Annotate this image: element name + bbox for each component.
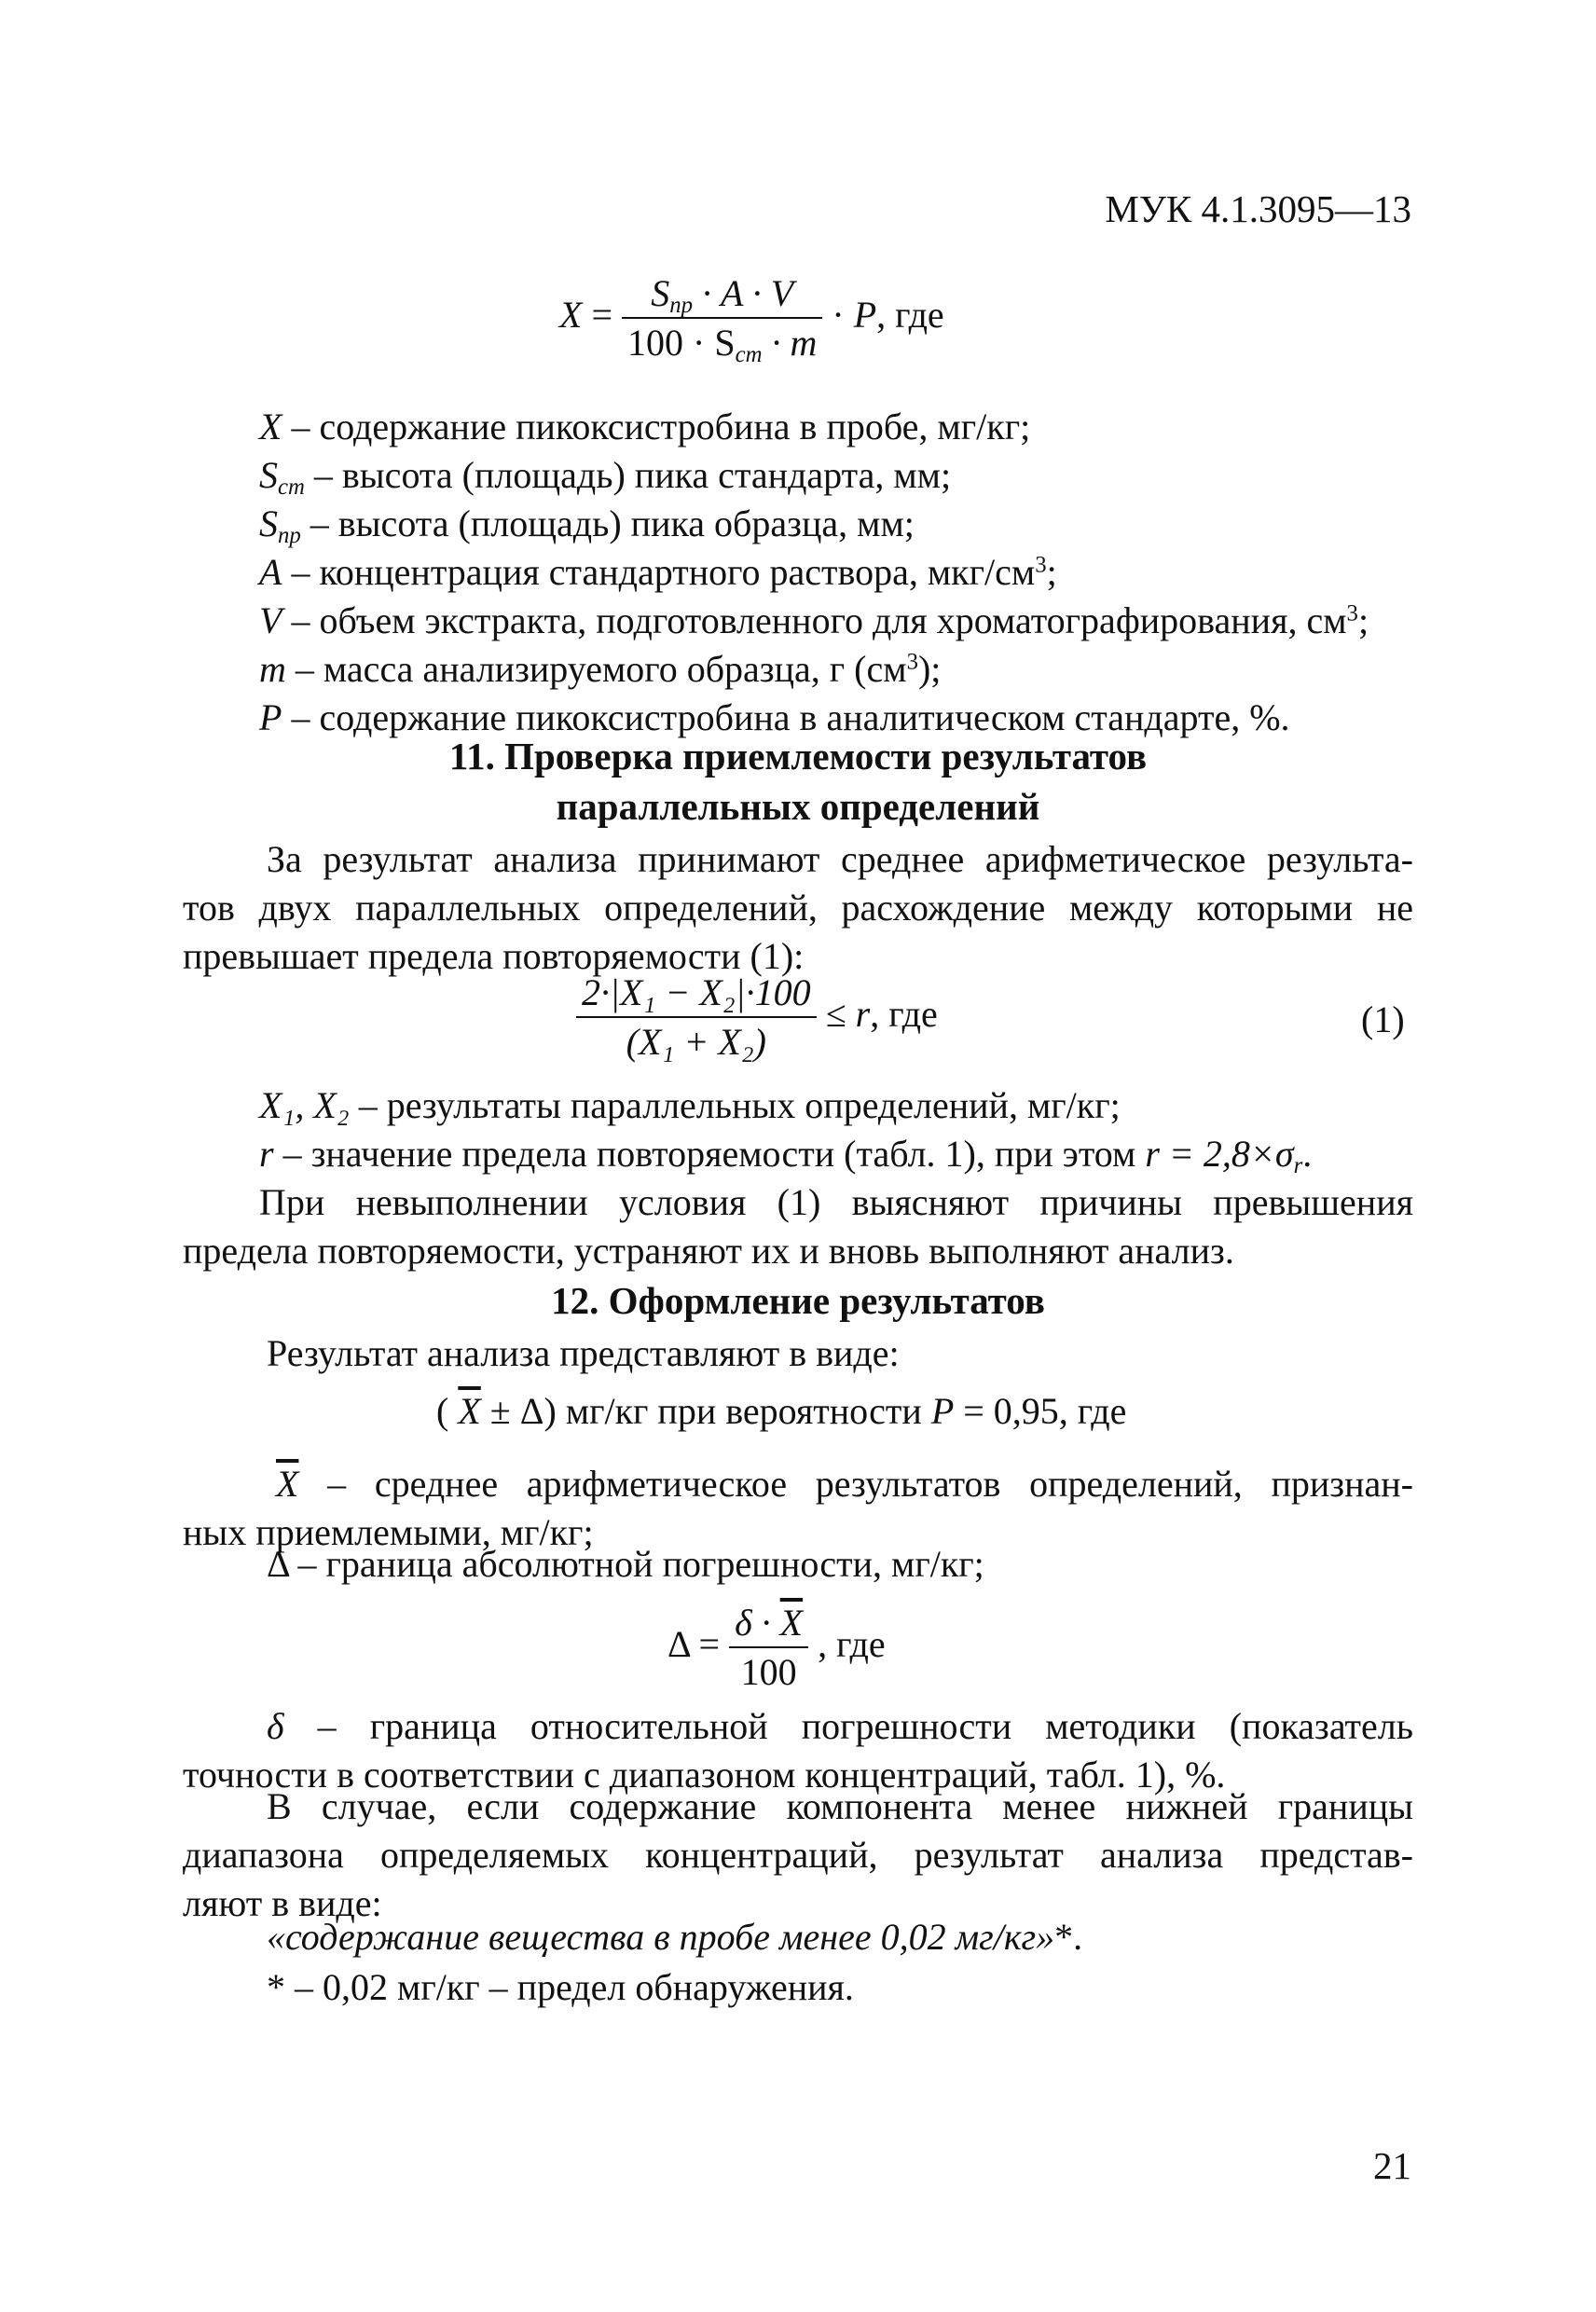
delta-formula — [667, 1600, 886, 1697]
xbar-line1: $\overline{X}$ – среднее арифметическое результатов определений, признан- — [276, 1463, 1413, 1505]
formula-main — [559, 270, 944, 367]
definition-s-st: $S_{ст}$ – высота (площадь) пика стандарта, мм; — [259, 454, 952, 500]
num-s: S — [651, 272, 670, 314]
formula-eq: = — [591, 294, 612, 337]
case-paragraph — [183, 1782, 1413, 1928]
section-12-title: 12. Оформление результатов — [551, 1279, 1045, 1322]
section-11-title-line1: 11. Проверка приемлемости результатов — [448, 735, 1148, 778]
den-s-sub: ст — [735, 341, 763, 367]
section-12-intro: Результат анализа представляют в виде: — [267, 1332, 900, 1374]
case-line2: диапазона определяемых концентраций, результат анализа представ- — [183, 1834, 1413, 1876]
page-number: 21 — [1373, 2144, 1411, 2187]
den-rest: · m — [771, 322, 818, 364]
definition-a: A – концентрация стандартного раствора, мкг/$см^3$; — [259, 551, 1057, 593]
delta-definition: Δ – граница абсолютной погрешности, мг/кг; — [267, 1543, 984, 1585]
definition-s-pr: $S_{пр}$ – высота (площадь) пика образца, мм; — [259, 502, 915, 548]
formula-where: , где — [876, 294, 944, 337]
definitions-list — [259, 403, 1369, 742]
formula-numerator — [622, 270, 822, 319]
rel-line2: точности в соответствии с диапазоном концентраций, табл. 1), %. — [183, 1754, 1226, 1796]
definition-x: X – содержание пикоксистробина в пробе, мг/кг; — [259, 406, 1031, 447]
formula-dot: · — [832, 294, 845, 337]
delta-denominator: 100 — [740, 1651, 797, 1693]
num-s-sub: пр — [669, 292, 694, 318]
formula-1-rhs: ≤ r — [825, 993, 871, 1036]
definition-x1-x2: X₁, X₂ – результаты параллельных определений, мг/кг; — [259, 1084, 1121, 1126]
den-start: 100 · S — [627, 322, 736, 364]
section-11-title-line2: параллельных определений — [556, 785, 1040, 828]
formula-fraction — [622, 270, 822, 367]
para1-line2: тов двух параллельных определений, расхождение между которыми не — [183, 887, 1413, 929]
formula-1-numerator: 2·|X₁ − X₂|·100 — [576, 970, 817, 1018]
formula-1-fraction — [576, 970, 817, 1067]
section-11-paragraph-2 — [183, 1178, 1413, 1275]
quote-star: *. — [1054, 1916, 1083, 1958]
formula-p: P — [853, 294, 877, 337]
case-line1: В случае, если содержание компонента менее нижней границы — [267, 1785, 1413, 1827]
formula-1-number: (1) — [1361, 998, 1405, 1040]
delta-fraction — [729, 1600, 808, 1697]
delta-lhs: Δ = — [667, 1623, 721, 1666]
section-11-paragraph — [183, 835, 1413, 981]
num-rest: · A · V — [702, 272, 794, 314]
para1-line3: превышает предела повторяемости (1): — [183, 935, 805, 977]
definition-r: r – значение предела повторяемости (табл. 1), при этом $r = 2,8\times\sigma_r$. — [259, 1133, 1313, 1178]
case-line3: ляют в виде: — [183, 1882, 382, 1924]
para2-line2: предела повторяемости, устраняют их и вновь выполняют анализ. — [183, 1230, 1234, 1272]
xbar-line2: ных приемлемыми, мг/кг; — [183, 1511, 594, 1553]
quote-line — [267, 1913, 1082, 1961]
result-x-bar: $\overline{X}$ — [458, 1390, 481, 1432]
definition-p: P – содержание пикоксистробина в аналитическом стандарте, %. — [259, 696, 1290, 738]
para2-line1: При невыполнении условия (1) выясняют причины превышения — [259, 1181, 1413, 1223]
formula-lhs: X — [559, 294, 583, 337]
result-expression: ( $\overline{X} \pm \Delta$) мг/кг при вероятности P = 0,95, где — [436, 1390, 1127, 1432]
para1-line1: За результат анализа принимают среднее арифметическое результа- — [267, 838, 1413, 880]
footnote: * – 0,02 мг/кг – предел обнаружения. — [267, 1966, 854, 2008]
formula-1-where: , где — [870, 993, 938, 1036]
section-11-definitions — [259, 1081, 1312, 1178]
formula-denominator — [622, 319, 822, 367]
formula-1 — [576, 970, 938, 1067]
document-code-header: МУК 4.1.3095—13 — [1105, 187, 1411, 230]
delta-numerator: $\delta \cdot \overline{X}$ — [729, 1600, 808, 1648]
quote-text: «содержание вещества в пробе менее 0,02 мг/кг» — [267, 1916, 1055, 1958]
formula-1-denominator: (X₁ + X₂) — [626, 1021, 766, 1063]
delta-where: , где — [818, 1623, 886, 1666]
rel-line1: δ – граница относительной погрешности методики (показатель — [267, 1705, 1413, 1747]
definition-m: m – масса анализируемого образца, г $(см^3)$; — [259, 648, 942, 690]
definition-v: V – объем экстракта, подготовленного для хроматографирования, $см^3$; — [259, 599, 1369, 641]
section-11-title — [183, 731, 1413, 832]
